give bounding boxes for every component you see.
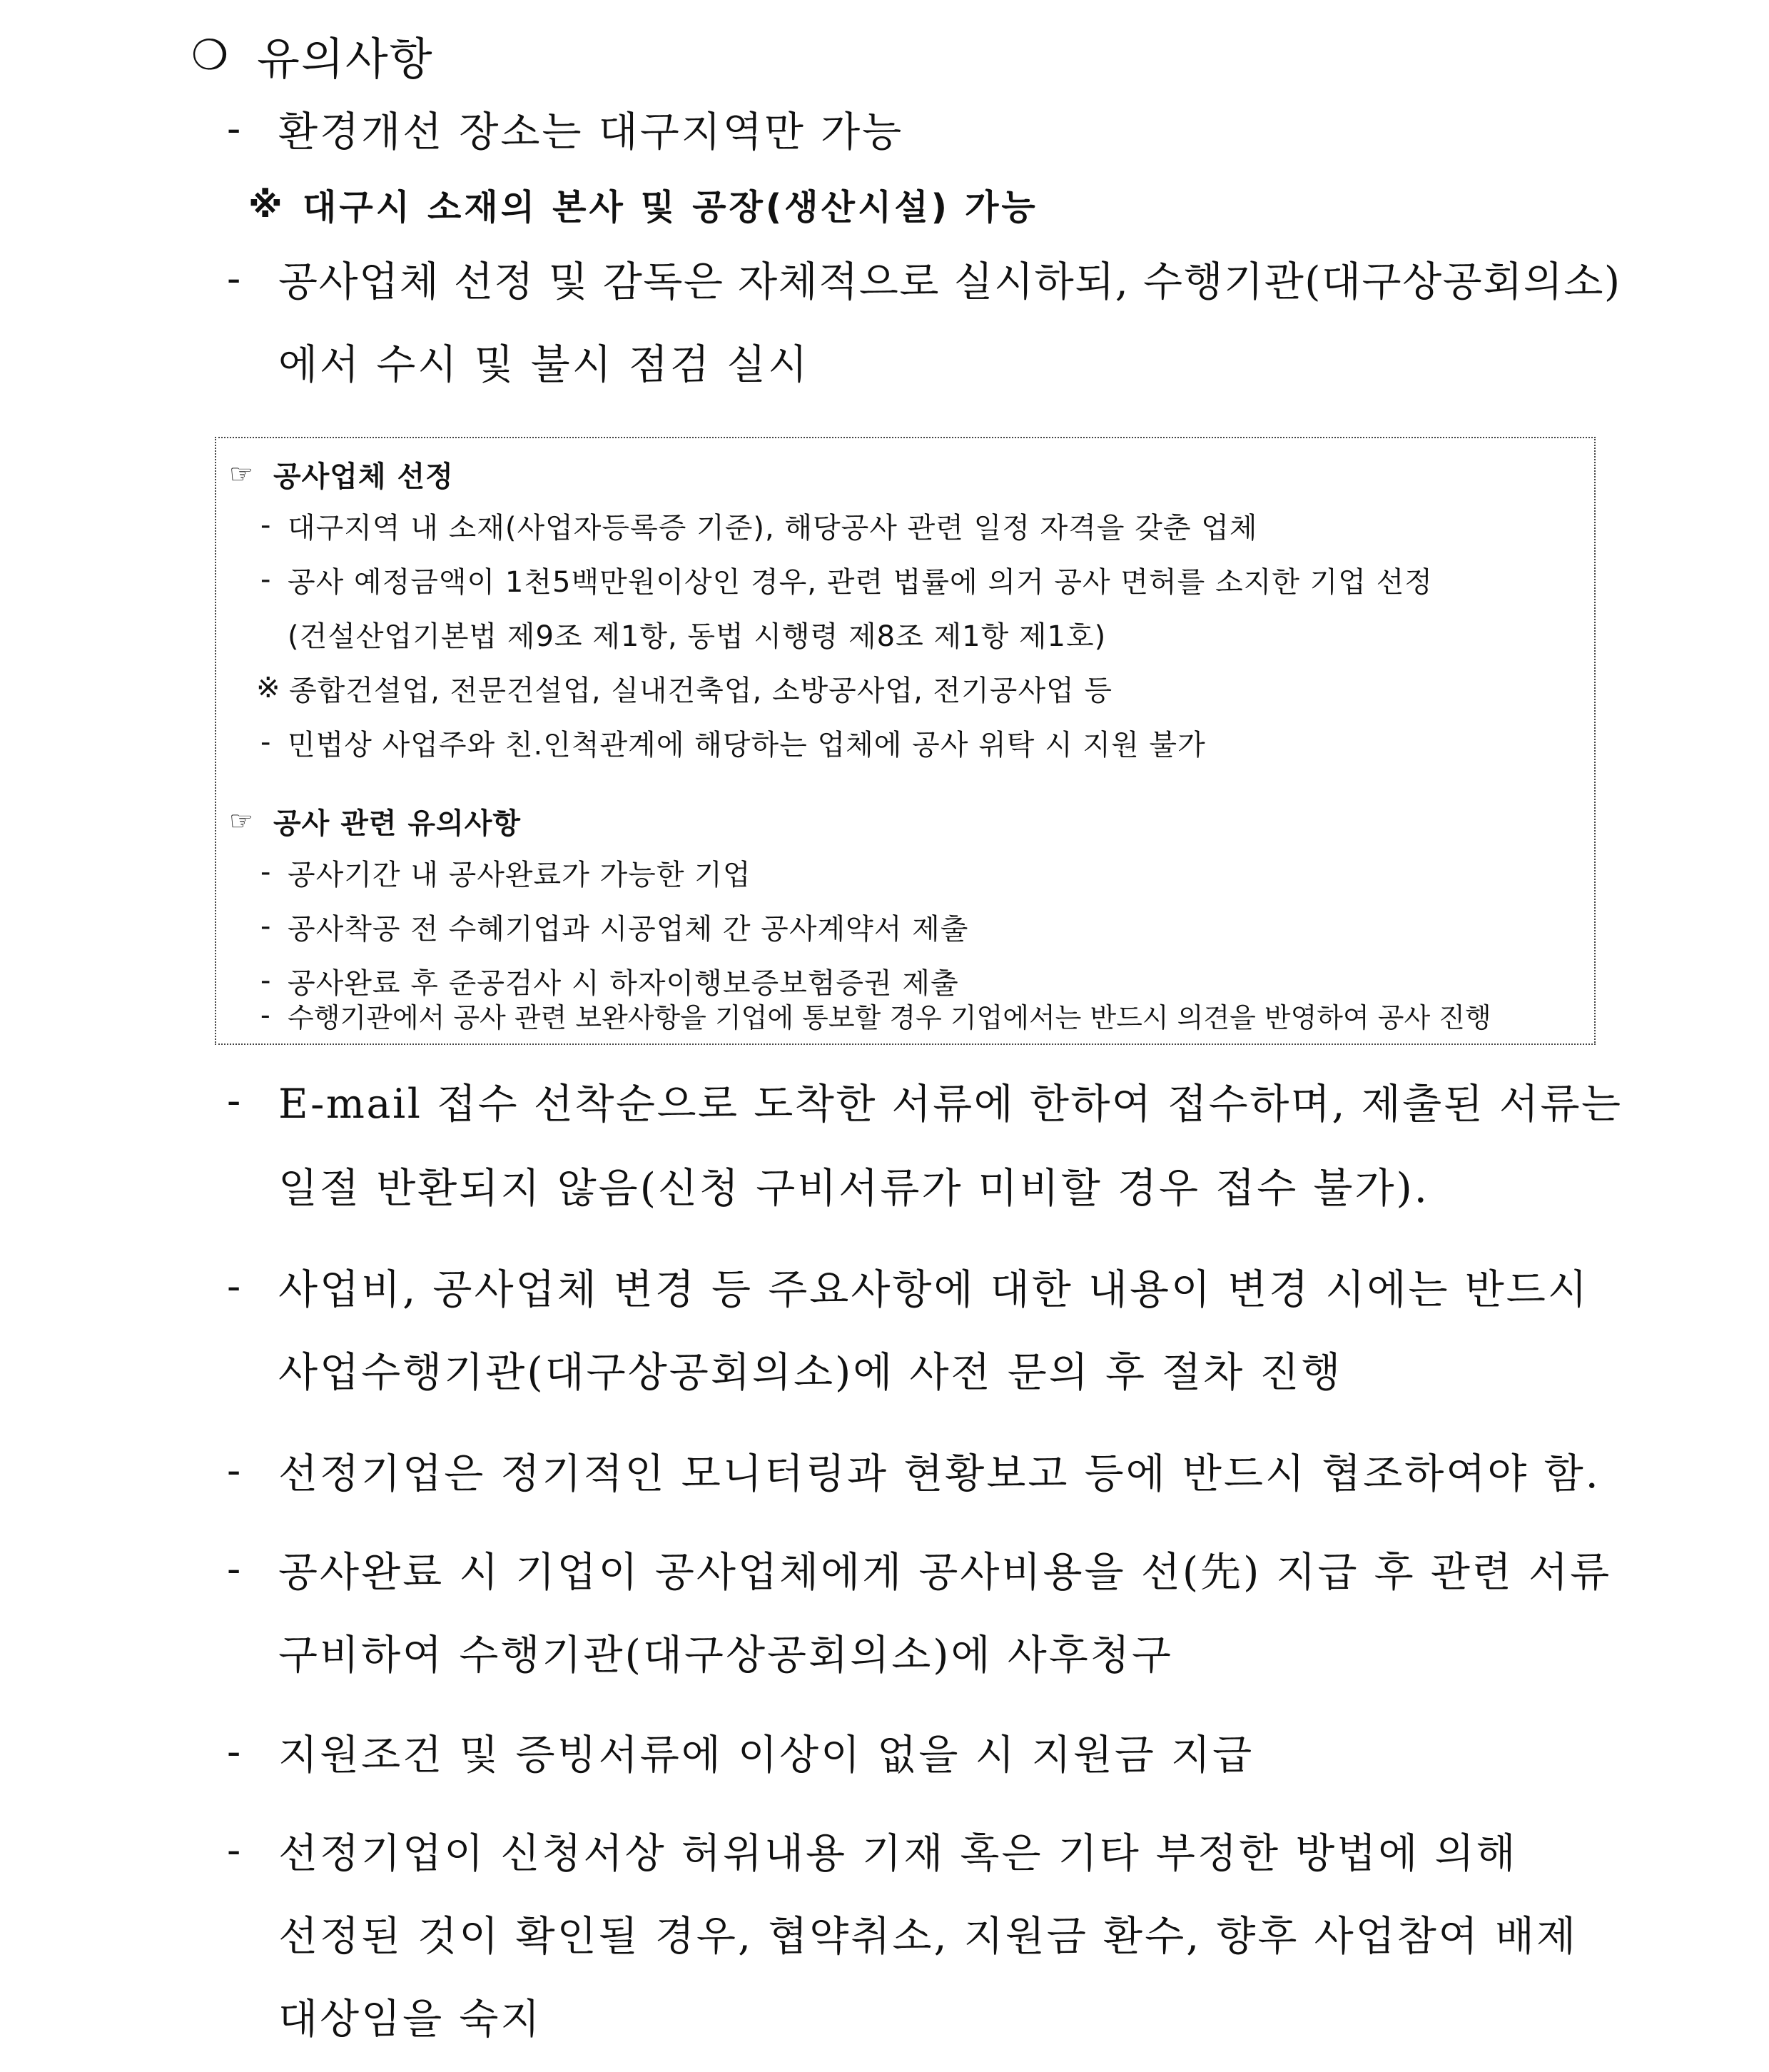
item-text: 일절 반환되지 않음(신청 구비서류가 미비할 경우 접수 불가). [278,1165,1429,1212]
item-text: 구비하여 수행기관(대구상공회의소)에 사후청구 [278,1632,1173,1679]
item-text: 지원조건 및 증빙서류에 이상이 없을 시 지원금 지급 [278,1732,1254,1779]
box-list-item-continuation: (건설산업기본법 제9조 제1항, 동법 시행령 제8조 제1항 제1호) [288,620,1107,653]
list-item-continuation [278,1336,1627,1402]
list-item: - 선정기업은 정기적인 모니터링과 현황보고 등에 반드시 협조하여야 함. [227,1437,1626,1503]
item-text: 대상임을 숙지 [278,1996,542,2043]
box-list-item: - 공사 예정금액이 1천5백만원이상인 경우, 관련 법률에 의거 공사 면허를 소지한 기업 선정 [260,563,1433,599]
list-item: - 선정기업이 신청서상 허위내용 기재 혹은 기타 부정한 방법에 의해 [227,1817,1626,1883]
note-line [248,174,1038,236]
list-item: - 환경개선 장소는 대구지역만 가능 [227,96,1626,161]
item-text: 공사업체 선정 및 감독은 자체적으로 실시하되, 수행기관(대구상공회의소) [278,258,1621,305]
item-text: 선정기업은 정기적인 모니터링과 현황보고 등에 반드시 협조하여야 함. [278,1450,1601,1497]
box-list-item: - 공사기간 내 공사완료가 가능한 기업 [260,856,751,891]
list-item-continuation [278,1152,1627,1218]
list-item: - 사업비, 공사업체 변경 등 주요사항에 대한 내용이 변경 시에는 반드시 [227,1253,1626,1319]
list-item-continuation [278,1983,1627,2048]
list-item: - 공사업체 선정 및 감독은 자체적으로 실시하되, 수행기관(대구상공회의소) [227,246,1626,311]
list-item-continuation [278,1619,1627,1684]
section-header [191,23,434,87]
reference-mark: ※ [256,672,281,704]
item-text: 선정기업이 신청서상 허위내용 기재 혹은 기타 부정한 방법에 의해 [278,1830,1518,1877]
box-note-line: ※ 종합건설업, 전문건설업, 실내건축업, 소방공사업, 전기공사업 등 [256,672,1113,707]
item-text: 사업수행기관(대구상공회의소)에 사전 문의 후 절차 진행 [278,1349,1343,1396]
pointing-hand-icon: ☞ [229,458,255,490]
box-list-item: - 공사착공 전 수혜기업과 시공업체 간 공사계약서 제출 [260,910,969,946]
item-text: 에서 수시 및 불시 점검 실시 [278,341,810,388]
box-list-item: - 대구지역 내 소재(사업자등록증 기준), 해당공사 관련 일정 자격을 갖춘 업체 [260,509,1258,545]
notes-box [215,437,1596,1045]
pointing-hand-icon: ☞ [229,805,255,837]
item-text: E-mail 접수 선착순으로 도착한 서류에 한하여 접수하며, 제출된 서류는 [278,1081,1623,1128]
box-group-heading [229,448,1606,500]
circle-bullet-icon: ❍ [191,31,228,79]
item-text: 공사완료 시 기업이 공사업체에게 공사비용을 선(先) 지급 후 관련 서류 [278,1549,1612,1596]
box-list-item: - 수행기관에서 공사 관련 보완사항을 기업에 통보할 경우 기업에서는 반드시 의견을 반영하여 공사 진행 [260,999,1491,1034]
section-title: 유의사항 [257,32,434,85]
box-group-title: 공사 관련 유의사항 [273,807,521,840]
reference-mark: ※ [248,184,285,226]
box-group-title: 공사업체 선정 [273,460,454,493]
list-item-continuation [278,1900,1627,1966]
box-list-item: - 공사완료 후 준공검사 시 하자이행보증보험증권 제출 [260,964,959,1000]
item-text: 선정된 것이 확인될 경우, 협약취소, 지원금 환수, 향후 사업참여 배제 [278,1913,1578,1960]
list-item: - 공사완료 시 기업이 공사업체에게 공사비용을 선(先) 지급 후 관련 서류 [227,1536,1626,1602]
box-group-heading [229,795,1606,847]
item-text: 사업비, 공사업체 변경 등 주요사항에 대한 내용이 변경 시에는 반드시 [278,1266,1589,1313]
list-item-continuation [278,328,1627,394]
list-item: - 지원조건 및 증빙서류에 이상이 없을 시 지원금 지급 [227,1719,1626,1784]
note-text: 대구시 소재의 본사 및 공장(생산시설) 가능 [303,187,1038,228]
list-item: - E-mail 접수 선착순으로 도착한 서류에 한하여 접수하며, 제출된 서류는 [227,1068,1626,1133]
item-text: 환경개선 장소는 대구지역만 가능 [278,108,904,156]
box-list-item: - 민법상 사업주와 친.인척관계에 해당하는 업체에 공사 위탁 시 지원 불가 [260,726,1206,762]
